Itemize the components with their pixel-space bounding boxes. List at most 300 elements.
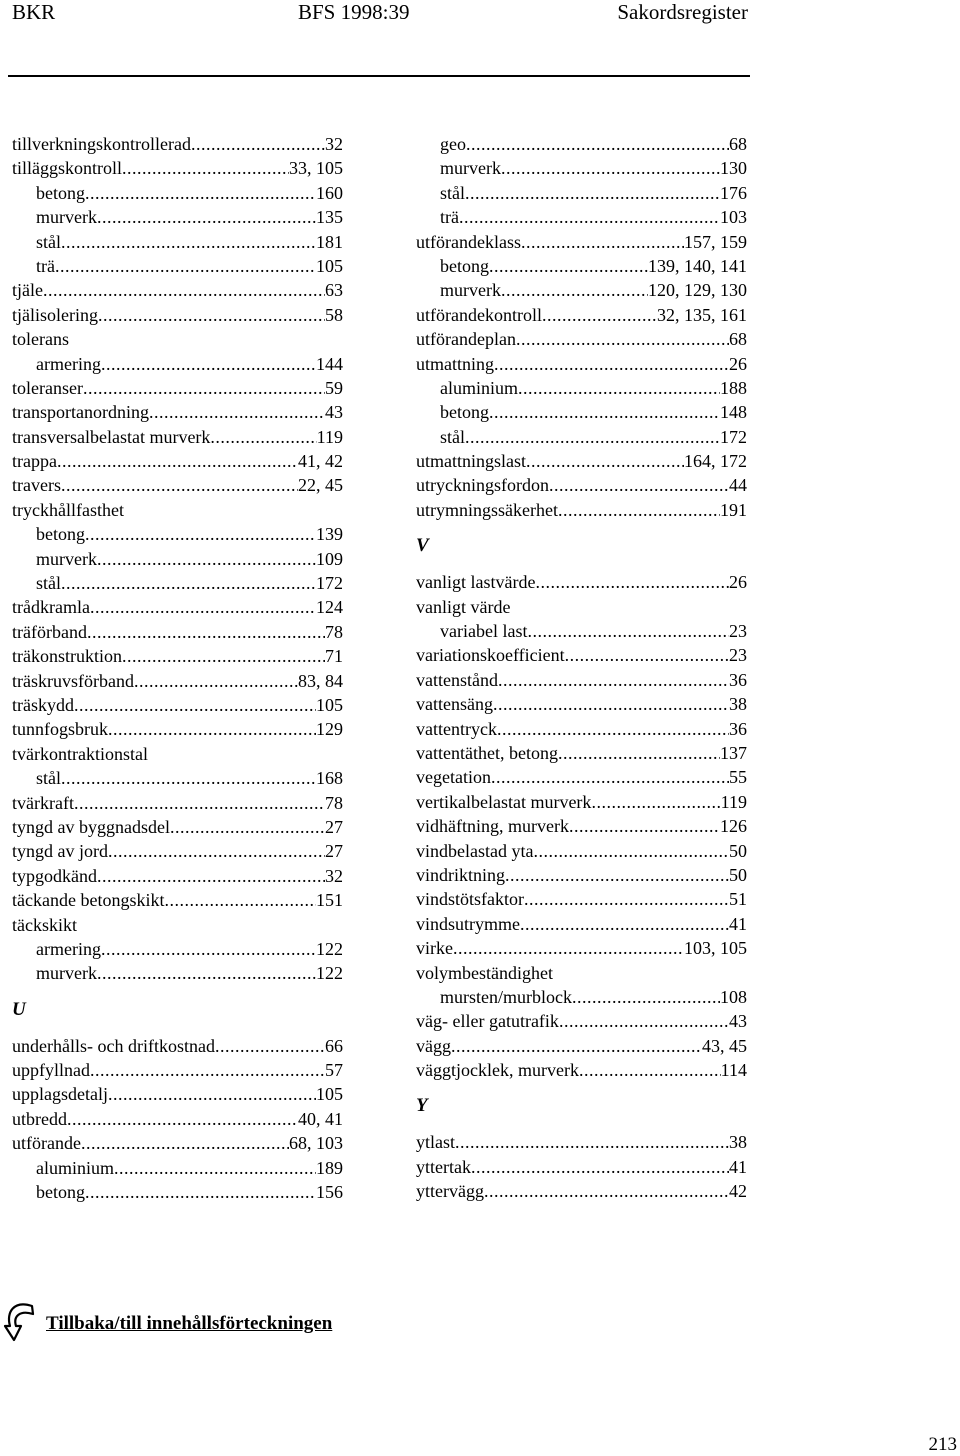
index-page-refs: 51 [729, 889, 747, 910]
index-entry [416, 936, 747, 960]
index-term: vattensäng [416, 694, 493, 715]
index-entry [12, 644, 343, 668]
index-term: armering [36, 353, 101, 374]
index-term: transversalbelastat murverk [12, 426, 211, 447]
index-term: volymbeständighet [416, 962, 553, 983]
index-letter-heading: Y [416, 1095, 428, 1117]
index-term: betong [36, 1182, 85, 1203]
header-section-title: Sakordsregister [617, 0, 748, 24]
index-page-refs: 105 [316, 694, 343, 715]
index-entry [416, 814, 747, 838]
dot-leader [191, 132, 325, 156]
index-subentry [12, 522, 343, 546]
index-term: betong [440, 255, 489, 276]
index-page-refs: 122 [316, 963, 343, 984]
dot-leader [134, 669, 298, 693]
page-number: 213 [928, 1434, 957, 1455]
index-entry [416, 449, 747, 473]
dot-leader [501, 156, 720, 180]
dot-leader [533, 839, 729, 863]
index-page-refs: 157, 159 [684, 231, 747, 252]
index-term: träskruvsförband [12, 670, 134, 691]
dot-leader [108, 839, 325, 863]
index-term: vegetation [416, 767, 491, 788]
index-term: ytlast [416, 1132, 455, 1153]
dot-leader [43, 278, 325, 302]
index-page-refs: 109 [316, 548, 343, 569]
index-term: tyngd av byggnadsdel [12, 816, 170, 837]
dot-leader [549, 473, 729, 497]
index-term: tvärkontraktionstal [12, 743, 148, 764]
index-entry [12, 1131, 343, 1155]
index-page-refs: 59 [325, 377, 343, 398]
index-term: utmattningslast [416, 451, 526, 472]
index-page-refs: 191 [720, 499, 747, 520]
index-page-refs: 160 [316, 182, 343, 203]
index-page-refs: 181 [316, 231, 343, 252]
dot-leader [61, 571, 316, 595]
dot-leader [97, 547, 316, 571]
index-entry [416, 1009, 747, 1033]
index-entry [416, 765, 747, 789]
index-subentry [12, 254, 343, 278]
index-page-refs: 130 [720, 158, 747, 179]
index-page-refs: 68 [729, 134, 747, 154]
index-page-refs: 41 [729, 1156, 747, 1177]
index-term: stål [36, 231, 61, 252]
index-page-refs: 122 [316, 938, 343, 959]
index-term: tjäle [12, 280, 43, 301]
index-subentry [12, 937, 343, 961]
index-term: transportanordning [12, 402, 149, 423]
index-term: typgodkänd [12, 865, 97, 886]
index-page-refs: 137 [720, 742, 747, 763]
index-entry [416, 1058, 747, 1082]
index-page-refs: 135 [316, 207, 343, 228]
index-entry [416, 790, 747, 814]
index-page-refs: 32 [325, 134, 343, 154]
dot-leader [498, 668, 729, 692]
index-term: utförande [12, 1133, 81, 1154]
index-subentry [416, 278, 747, 302]
index-page-refs: 27 [325, 816, 343, 837]
index-subentry [416, 181, 747, 205]
index-page-refs: 43 [325, 402, 343, 423]
index-page-refs: 71 [325, 646, 343, 667]
index-term: stål [36, 768, 61, 789]
index-term: träskydd [12, 694, 74, 715]
dot-leader [465, 425, 720, 449]
index-page-refs: 108 [720, 986, 747, 1007]
index-page-refs: 124 [316, 597, 343, 618]
index-page-refs: 78 [325, 621, 343, 642]
index-term: vägg [416, 1035, 451, 1056]
index-subentry [12, 571, 343, 595]
index-page-refs: 36 [729, 718, 747, 739]
index-page-refs: 38 [729, 1132, 747, 1153]
index-term: stål [440, 426, 465, 447]
dot-leader [526, 449, 684, 473]
index-subentry [12, 1156, 343, 1180]
index-entry [416, 692, 747, 716]
dot-leader [493, 692, 729, 716]
index-page-refs: 38 [729, 694, 747, 715]
index-term: aluminium [36, 1157, 114, 1178]
index-term: utbredd [12, 1108, 67, 1129]
dot-leader [90, 595, 316, 619]
index-entry [12, 742, 343, 766]
dot-leader [572, 985, 720, 1009]
index-term: murverk [36, 548, 97, 569]
index-column-left [12, 132, 343, 1204]
index-term: tolerans [12, 329, 69, 350]
index-term: tvärkraft [12, 792, 74, 813]
dot-leader [83, 376, 325, 400]
dot-leader [505, 863, 729, 887]
dot-leader [558, 498, 720, 522]
dot-leader [67, 1107, 298, 1131]
index-page-refs: 68 [729, 329, 747, 350]
index-term: träförband [12, 621, 87, 642]
dot-leader [97, 864, 325, 888]
dot-leader [535, 570, 729, 594]
index-term: betong [36, 524, 85, 545]
index-page-refs: 27 [325, 841, 343, 862]
index-term: trappa [12, 451, 57, 472]
dot-leader [85, 1180, 316, 1204]
index-term: vattenstånd [416, 669, 498, 690]
index-entry [12, 156, 343, 180]
dot-leader [466, 132, 729, 156]
index-term: vindriktning [416, 864, 505, 885]
index-term: vindstötsfaktor [416, 889, 524, 910]
back-to-contents-label[interactable]: Tillbaka/till innehållsförteckningen [46, 1313, 333, 1334]
index-term: trä [440, 207, 459, 228]
index-term: virke [416, 938, 453, 959]
dot-leader [61, 230, 316, 254]
index-subentry [416, 132, 747, 156]
index-term: geo [440, 134, 466, 154]
curved-arrow-back-icon[interactable] [2, 1296, 40, 1352]
index-term: stål [440, 182, 465, 203]
index-page-refs: 55 [729, 767, 747, 788]
back-to-contents-link[interactable] [0, 1296, 332, 1352]
index-page-refs: 23 [729, 645, 747, 666]
index-entry [12, 595, 343, 619]
index-page-refs: 120, 129, 130 [648, 280, 747, 301]
index-subentry [12, 205, 343, 229]
index-entry [12, 132, 343, 156]
index-term: tryckhållfasthet [12, 499, 124, 520]
index-term: vindbelastad yta [416, 840, 534, 861]
dot-leader [57, 449, 298, 473]
index-page-refs: 50 [729, 864, 747, 885]
index-term: utförandeklass [416, 231, 521, 252]
index-entry [12, 1082, 343, 1106]
index-page-refs: 83, 84 [298, 670, 343, 691]
index-page-refs: 119 [720, 791, 747, 812]
index-term: underhålls- och driftkostnad [12, 1035, 215, 1056]
dot-leader [164, 888, 316, 912]
index-term: murverk [36, 963, 97, 984]
index-subentry [12, 230, 343, 254]
index-term: aluminium [440, 377, 518, 398]
dot-leader [501, 278, 648, 302]
index-page-refs: 26 [729, 353, 747, 374]
index-subentry [416, 156, 747, 180]
dot-leader [516, 327, 729, 351]
dot-leader [521, 230, 684, 254]
index-term: utmattning [416, 353, 494, 374]
index-page-refs: 144 [316, 353, 343, 374]
index-page-refs: 33, 105 [289, 158, 343, 179]
index-term: stål [36, 573, 61, 594]
index-entry [12, 473, 343, 497]
dot-leader [459, 205, 720, 229]
dot-leader [591, 790, 720, 814]
dot-leader [542, 303, 657, 327]
index-term: trådkramla [12, 597, 90, 618]
index-page-refs: 32, 135, 161 [657, 304, 747, 325]
index-page-refs: 139 [316, 524, 343, 545]
index-page-refs: 172 [316, 573, 343, 594]
index-term: täckande betongskikt [12, 890, 165, 911]
index-page-refs: 164, 172 [684, 451, 747, 472]
index-subentry [416, 254, 747, 278]
index-page-refs: 105 [316, 255, 343, 276]
index-entry [12, 791, 343, 815]
index-subentry [12, 961, 343, 985]
index-page-refs: 43, 45 [702, 1035, 747, 1056]
index-subentry [12, 1180, 343, 1204]
dot-leader [527, 619, 729, 643]
dot-leader [97, 961, 316, 985]
index-entry [12, 1058, 343, 1082]
index-entry [12, 425, 343, 449]
index-term: yttertak [416, 1156, 471, 1177]
index-page-refs: 66 [325, 1035, 343, 1056]
index-term: utförandeplan [416, 329, 516, 350]
dot-leader [101, 937, 316, 961]
header-rule [8, 75, 750, 77]
index-term: täckskikt [12, 914, 77, 935]
dot-leader [558, 741, 720, 765]
index-page-refs: 103, 105 [684, 938, 747, 959]
index-term: betong [36, 182, 85, 203]
header-publisher: BKR [12, 0, 56, 24]
dot-leader [455, 1130, 729, 1154]
index-page-refs: 41, 42 [298, 451, 343, 472]
index-entry [12, 498, 343, 522]
index-entry [416, 1130, 747, 1154]
index-page-refs: 32 [325, 865, 343, 886]
index-page-refs: 151 [316, 890, 343, 911]
index-entry [12, 376, 343, 400]
dot-leader [170, 815, 325, 839]
index-entry [416, 570, 747, 594]
index-term: vindsutrymme [416, 913, 520, 934]
index-page-refs: 148 [720, 402, 747, 423]
index-subentry [416, 205, 747, 229]
dot-leader [559, 1009, 729, 1033]
index-page-refs: 41 [729, 913, 747, 934]
index-term: yttervägg [416, 1181, 484, 1202]
index-term: vanligt värde [416, 596, 511, 617]
index-page-refs: 43 [729, 1011, 747, 1032]
index-entry [416, 230, 747, 254]
index-page-refs: 42 [729, 1181, 747, 1202]
index-page-refs: 36 [729, 669, 747, 690]
index-term: träkonstruktion [12, 646, 122, 667]
index-term: armering [36, 938, 101, 959]
index-entry [416, 863, 747, 887]
index-entry [12, 864, 343, 888]
index-page-refs: 103 [720, 207, 747, 228]
index-subentry [416, 376, 747, 400]
dot-leader [98, 303, 325, 327]
dot-leader [497, 717, 729, 741]
index-entry [12, 839, 343, 863]
index-term: variationskoefficient [416, 645, 565, 666]
index-entry [416, 327, 747, 351]
index-term: tjälisolering [12, 304, 98, 325]
index-term: vertikalbelastat murverk [416, 791, 592, 812]
index-page-refs: 119 [316, 426, 343, 447]
index-page-refs: 139, 140, 141 [648, 255, 747, 276]
index-page-refs: 63 [325, 280, 343, 301]
index-entry [416, 643, 747, 667]
index-entry [416, 498, 747, 522]
dot-leader [55, 254, 316, 278]
dot-leader [491, 765, 729, 789]
index-entry [416, 912, 747, 936]
dot-leader [74, 791, 325, 815]
index-subentry [416, 985, 747, 1009]
index-page-refs: 44 [729, 475, 747, 496]
index-page-refs: 105 [316, 1084, 343, 1105]
dot-leader [122, 156, 289, 180]
index-entry [12, 1034, 343, 1058]
index-page-refs: 176 [720, 182, 747, 203]
index-page-refs: 78 [325, 792, 343, 813]
dot-leader [520, 912, 729, 936]
dot-leader [97, 205, 316, 229]
index-term: mursten/murblock [440, 986, 572, 1007]
dot-leader [87, 620, 325, 644]
index-term: vattentryck [416, 718, 497, 739]
index-entry [12, 449, 343, 473]
index-page-refs: 23 [729, 621, 747, 642]
dot-leader [494, 352, 729, 376]
index-page-refs: 168 [316, 768, 343, 789]
index-entry [12, 400, 343, 424]
dot-leader [85, 181, 316, 205]
index-term: travers [12, 475, 61, 496]
dot-leader [108, 1082, 316, 1106]
index-entry [416, 303, 747, 327]
header-code: BFS 1998:39 [298, 0, 410, 24]
page-header [12, 0, 748, 30]
index-page-refs: 188 [720, 377, 747, 398]
dot-leader [85, 522, 316, 546]
index-term: utförandekontroll [416, 304, 542, 325]
index-entry [12, 913, 343, 937]
dot-leader [114, 1156, 316, 1180]
index-entry [12, 303, 343, 327]
index-entry [416, 961, 747, 985]
index-column-right [416, 132, 747, 1204]
index-subentry [416, 400, 747, 424]
dot-leader [484, 1179, 729, 1203]
index-term: utryckningsfordon [416, 475, 549, 496]
index-subentry [12, 181, 343, 205]
dot-leader [579, 1058, 721, 1082]
index-entry [416, 1179, 747, 1203]
index-term: vanligt lastvärde [416, 572, 536, 593]
index-term: tillverkningskontrollerad [12, 134, 191, 154]
dot-leader [122, 644, 325, 668]
index-term: tunnfogsbruk [12, 719, 108, 740]
index-page-refs: 114 [720, 1060, 747, 1081]
index-page-refs: 40, 41 [298, 1108, 343, 1129]
index-term: murverk [36, 207, 97, 228]
index-entry [416, 595, 747, 619]
index-entry [416, 717, 747, 741]
index-page-refs: 126 [720, 816, 747, 837]
dot-leader [210, 425, 316, 449]
dot-leader [565, 643, 729, 667]
index-page-refs: 189 [316, 1157, 343, 1178]
index-page-refs: 22, 45 [298, 475, 343, 496]
index-subentry [12, 547, 343, 571]
index-subentry [12, 766, 343, 790]
dot-leader [108, 717, 316, 741]
index-entry [416, 352, 747, 376]
index-entry [416, 1155, 747, 1179]
index-term: toleranser [12, 377, 83, 398]
index-subentry [416, 425, 747, 449]
index-entry [416, 473, 747, 497]
index-entry [12, 620, 343, 644]
dot-leader [74, 693, 316, 717]
index-entry [416, 887, 747, 911]
index-term: variabel last [440, 621, 528, 642]
index-term: väggtjocklek, murverk [416, 1060, 579, 1081]
index-term: vattentäthet, betong [416, 742, 558, 763]
index-entry [416, 668, 747, 692]
index-term: väg- eller gatutrafik [416, 1011, 559, 1032]
dot-leader [518, 376, 720, 400]
index-entry [12, 1107, 343, 1131]
index-page-refs: 156 [316, 1182, 343, 1203]
dot-leader [453, 936, 684, 960]
index-entry [12, 693, 343, 717]
index-entry [416, 1034, 747, 1058]
index-entry [12, 815, 343, 839]
dot-leader [489, 400, 720, 424]
index-term: utrymningssäkerhet [416, 499, 558, 520]
dot-leader [489, 254, 648, 278]
index-letter-heading: V [416, 535, 429, 557]
dot-leader [81, 1131, 289, 1155]
dot-leader [569, 814, 720, 838]
index-page-refs: 58 [325, 304, 343, 325]
index-term: uppfyllnad [12, 1060, 90, 1081]
index-page-refs: 172 [720, 426, 747, 447]
dot-leader [61, 473, 298, 497]
dot-leader [61, 766, 316, 790]
index-subentry [416, 619, 747, 643]
